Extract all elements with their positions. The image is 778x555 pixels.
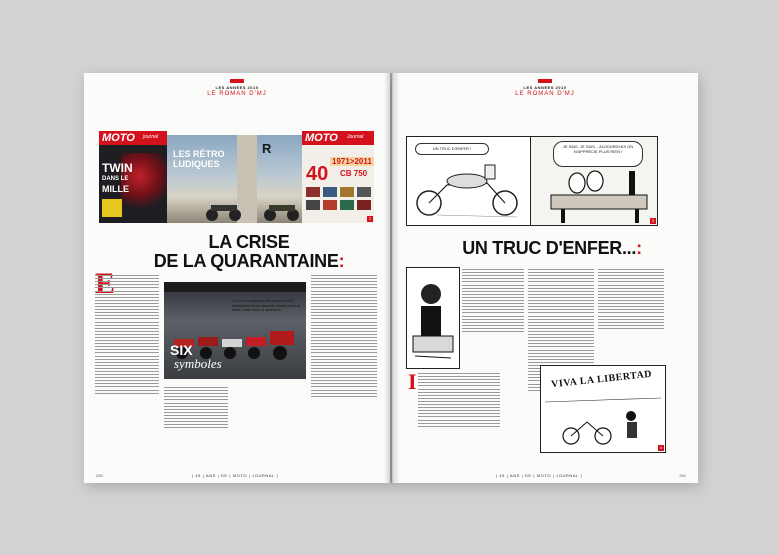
comic-panel-libertad bbox=[540, 365, 666, 453]
comic-panel-boots bbox=[530, 136, 658, 226]
cover3-sub: Journal bbox=[347, 134, 364, 140]
left-text-column-3 bbox=[311, 273, 377, 455]
section-title-right: LE ROMAN D'MJ bbox=[515, 91, 575, 97]
right-footer: | 45 | ANS | DE | MOTO | JOURNAL | bbox=[496, 473, 583, 478]
magazine-spread bbox=[84, 73, 698, 483]
comic-panel-character bbox=[406, 267, 460, 369]
left-text-column-1 bbox=[95, 273, 159, 453]
section-title: LE ROMAN D'MJ bbox=[207, 91, 267, 97]
boots-drawing bbox=[531, 165, 657, 225]
left-page bbox=[84, 73, 390, 483]
right-headline bbox=[432, 239, 672, 258]
character-drawing bbox=[407, 268, 459, 368]
cover-image-3 bbox=[302, 131, 374, 223]
cover1-headline: TWIN bbox=[102, 161, 133, 175]
cover1-sub: journal bbox=[143, 134, 159, 140]
right-kicker bbox=[508, 79, 582, 97]
headline-mark: : bbox=[338, 251, 345, 271]
cover3-number: 40 bbox=[306, 163, 329, 185]
speech-bubble-left: UN TRUC D'ENFER ! bbox=[415, 143, 489, 155]
cover1-price-tag bbox=[102, 199, 122, 217]
kicker-text-right: LES ANNÉES 2010 bbox=[523, 85, 567, 90]
cover1-brand: MOTO bbox=[102, 132, 135, 144]
left-text-column-2 bbox=[164, 385, 228, 455]
left-folio: 290 bbox=[96, 473, 103, 478]
inset-title: SIX bbox=[170, 342, 193, 358]
right-dropcap: I bbox=[408, 369, 417, 394]
cover-image-2 bbox=[167, 135, 302, 223]
figure-number-badge-right: 3 bbox=[651, 218, 655, 223]
right-text-column-1 bbox=[418, 371, 500, 455]
right-text-column-4 bbox=[598, 267, 664, 359]
figure-number-badge-bottom: 4 bbox=[659, 445, 663, 450]
cover-image-1 bbox=[99, 131, 167, 223]
right-headline-text: UN TRUC D'ENFER... bbox=[462, 238, 637, 258]
inset-script: symboles bbox=[174, 356, 222, 371]
inset-cover-strip bbox=[164, 282, 306, 292]
cover2-title bbox=[173, 149, 225, 169]
mj-logo-right bbox=[538, 79, 552, 83]
spread-gutter bbox=[384, 73, 400, 483]
left-footer: | 45 | ANS | DE | MOTO | JOURNAL | bbox=[192, 473, 279, 478]
cover2-title-line2: LUDIQUES bbox=[173, 159, 220, 169]
right-headline-mark: : bbox=[636, 238, 642, 258]
mj-logo bbox=[230, 79, 244, 83]
cover3-years: 1971>2011 bbox=[332, 157, 372, 166]
headline-line2: DE LA QUARANTAINE bbox=[153, 251, 339, 271]
cover2-bikes bbox=[167, 183, 302, 223]
left-headline bbox=[144, 233, 354, 271]
right-text-column-2 bbox=[462, 267, 524, 367]
cover2-letter: R bbox=[262, 141, 272, 156]
motorcycle-drawing bbox=[407, 155, 531, 225]
bikers-drawing bbox=[541, 396, 665, 452]
kicker-text: LES ANNÉES 2010 bbox=[215, 85, 259, 90]
cover3-brand: MOTO bbox=[305, 132, 338, 144]
headline-line1: LA CRISE bbox=[208, 232, 290, 252]
photo-caption: 1 et 2. Les numéros des années 2010 témoignent d'une passion intacte pour la moto, entre rétro et sportives. bbox=[232, 299, 301, 313]
right-folio: 291 bbox=[679, 473, 686, 478]
libertad-graffiti: VIVA LA LIBERTAD bbox=[550, 368, 653, 391]
speech-bubble-right: JE SAIS, JE SAIS... AUJOURD'HUI ON N'APPRÉCIE PLUS RIEN ! bbox=[553, 141, 643, 167]
comic-panel-motorcycle bbox=[406, 136, 532, 226]
left-kicker bbox=[202, 79, 272, 97]
right-page bbox=[392, 73, 698, 483]
cover3-model: CB 750 bbox=[340, 169, 368, 178]
cover1-line2: DANS LE bbox=[102, 176, 129, 182]
cover3-bikes-grid bbox=[302, 185, 374, 223]
cover1-line3: MILLE bbox=[102, 184, 129, 194]
figure-number-badge: 2 bbox=[368, 216, 372, 221]
cover2-title-line1: LES RÉTRO bbox=[173, 149, 225, 159]
